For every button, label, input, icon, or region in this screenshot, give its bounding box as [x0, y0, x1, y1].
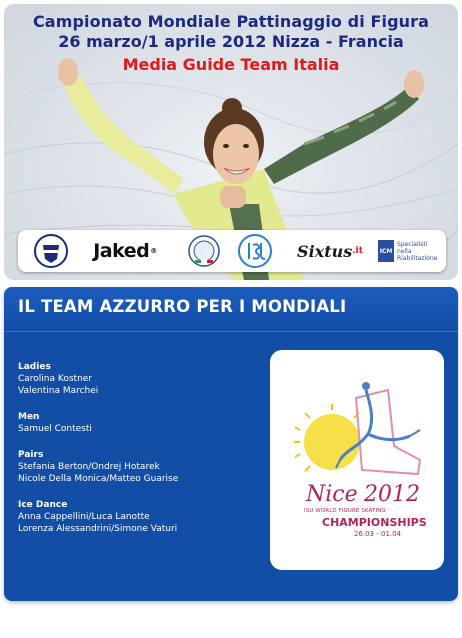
team-title: IL TEAM AZZURRO PER I MONDIALI: [18, 297, 347, 316]
championship-title: Campionato Mondiale Pattinaggio di Figura: [32, 12, 430, 31]
team-panel-header: [4, 287, 458, 331]
logo-subtitle: ISU WORLD FIGURE SKATING: [304, 508, 386, 514]
lancia-shield-icon: [33, 233, 69, 269]
roster-group-men: [18, 411, 248, 435]
isu-emblem-icon: [237, 233, 273, 269]
athlete-name: Stefania Berton/Ondrej Hotarek: [18, 462, 160, 472]
icm-logo: ICM Specialisti nella Riabilitazione: [379, 240, 438, 262]
sponsor-bar: [18, 230, 446, 272]
athlete-name: Lorenza Alessandrini/Simone Vaturi: [18, 524, 178, 534]
fisg-seal-icon: [187, 234, 221, 268]
athlete-name: Nicole Della Monica/Matteo Guarise: [18, 474, 179, 484]
roster-group-pairs: [18, 449, 248, 485]
header-divider: [4, 331, 458, 332]
team-panel: [4, 287, 458, 601]
jaked-wordmark: Jaked: [93, 240, 150, 262]
lancia-logo: [32, 230, 70, 272]
athlete-name: Samuel Contesti: [18, 424, 92, 434]
athlete-name: Valentina Marchei: [18, 386, 99, 396]
media-guide-subtitle: Media Guide Team Italia: [122, 55, 340, 74]
logo-championships: CHAMPIONSHIPS: [322, 516, 427, 529]
sixtus-wordmark: Sixtus: [297, 241, 353, 261]
athlete-name: Carolina Kostner: [18, 374, 93, 384]
discipline-label: Pairs: [18, 450, 44, 460]
sixtus-logo: Sixtus .it: [297, 241, 363, 261]
fisg-logo: [186, 230, 222, 272]
event-logo-card: [270, 350, 444, 570]
logo-year: 2012: [364, 482, 420, 507]
discipline-label: Ladies: [18, 362, 51, 372]
team-roster: [18, 361, 248, 549]
isu-logo: [236, 230, 274, 272]
roster-group-ice-dance: [18, 499, 248, 535]
discipline-label: Men: [18, 412, 40, 422]
logo-city: Nice: [306, 482, 358, 507]
logo-dates: 26.03 - 01.04: [354, 530, 402, 538]
icm-mark-icon: ICM: [378, 240, 394, 262]
title-block: [4, 12, 458, 77]
athlete-name: Anna Cappellini/Luca Lanotte: [18, 512, 150, 522]
hero-photo: [4, 4, 458, 280]
jaked-logo: Jaked ®: [93, 240, 157, 262]
roster-group-ladies: [18, 361, 248, 397]
discipline-label: Ice Dance: [18, 500, 68, 510]
event-dates-location: 26 marzo/1 aprile 2012 Nizza - Francia: [58, 32, 404, 51]
